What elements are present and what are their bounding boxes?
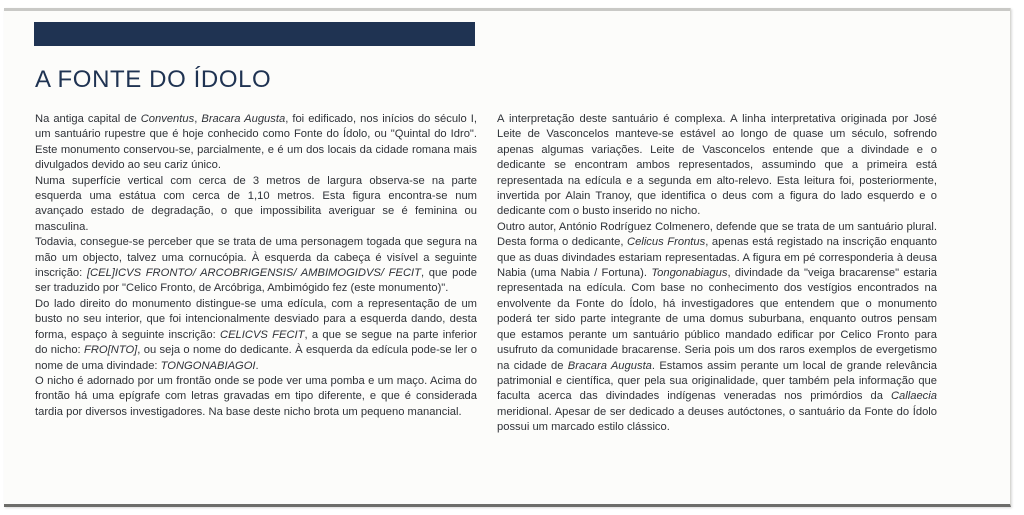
paragraph-text: , divindade da "veiga bracarense" estaria representada na edícula. Com base no conhecimento dos vestígios encontrados na envolvente da Fonte do Ídolo, há investigadores que entendem que o monumento poderá ter sido parte integrante de uma domus suburbana, enquanto outros pensam que estamos perante um santuário público mandado edificar por Celico Fronto para usufruto da comunidade bracarense. Seria pois um dos raros exemplos de evergetismo na cidade de (497, 267, 937, 372)
header-accent-bar (34, 22, 475, 46)
paragraph-text: Do lado direito do monumento distingue-se uma edícula, com a representação de um busto no seu interior, que foi intencionalmente desviado para a esquerda dando, desta forma, espaço à seguinte inscrição: (35, 297, 477, 341)
paragraph-text: Na antiga capital de (35, 113, 141, 125)
paragraph-text: meridional. Apesar de ser dedicado a deuses autóctones, o santuário da Fonte do Ídolo possui um marcado estilo clássico. (497, 405, 937, 434)
paragraph-text: , foi edificado, nos inícios do século I, um santuário rupestre que é hoje conhecido como Fonte do Ídolo, ou "Quintal do Idro". Este monumento conservou-se, parcialmente, e é um dos locais da cidade romana mais divulgados devido ao seu cariz único. (35, 113, 478, 172)
paragraph-text: . (255, 359, 259, 372)
paragraph-text: , a que se segue na parte inferior do nicho: (35, 328, 477, 357)
paragraph (35, 235, 477, 297)
paragraph-text: Todavia, consegue-se perceber que se trata de uma personagem togada que segura na mão um objecto, talvez uma cornucópia. À esquerda da cabeça é visível a seguinte inscrição: (35, 236, 477, 280)
paragraph-text: Outro autor, António Rodríguez Colmenero, defende que se trata de um santuário plural. Desta forma o dedicante, (497, 220, 937, 249)
right-text-column (497, 112, 937, 436)
paragraph-text: Numa superfície vertical com cerca de 3 metros de largura observa-se na parte esquerda uma estátua com cerca de 1,10 metros. Esta figura encontra-se num avançado estado de degradação, o que impossibilita averiguar se é feminina ou masculina. (35, 174, 477, 233)
paragraph-text: . Estamos assim perante um local de grande relevância patrimonial e científica, quer pela sua originalidade, quer também pela informação que faculta acerca das divindades indígenas veneradas nos primórdios da (497, 359, 937, 403)
paragraph (35, 174, 477, 236)
paragraph (497, 112, 937, 220)
paragraph (35, 374, 477, 420)
brochure-page (4, 8, 1011, 507)
paragraph (497, 220, 937, 436)
paragraph-text: , que pode ser traduzido por "Celico Fronto, de Arcóbriga, Ambimógido fez (este monumento)". (35, 267, 477, 295)
italic-term: Callaecia (890, 390, 937, 403)
italic-term: [CEL]ICVS FRONTO/ ARCOBRIGENSIS/ AMBIMOGIDVS/ FECIT (86, 267, 421, 280)
italic-term: Bracara Augusta (201, 113, 286, 125)
italic-term: Celicus Frontus (627, 236, 706, 249)
paragraph-text: A interpretação deste santuário é complexa. A linha interpretativa originada por José Leite de Vasconcelos manteve-se estável ao longo de quase um século, sofrendo apenas algumas variações. Leite de Vasconcelos entende que a divindade e o dedicante se encontram ambos representados, assumindo que a primeira está representada na edícula e a segunda em alto-relevo. Esta leitura foi, posteriormente, invertida por Alain Tranoy, que identifica o deus com a figura do lado esquerdo e o dedicante com o busto inserido no nicho. (497, 113, 937, 218)
italic-term: Conventus (140, 113, 195, 125)
italic-term: FRO[NTO] (84, 344, 138, 357)
italic-term: TONGONABIAGOI (160, 359, 256, 372)
paragraph (35, 112, 477, 174)
page-title: A FONTE DO ÍDOLO (35, 66, 272, 93)
italic-term: Bracara Augusta (567, 359, 652, 372)
italic-term: CELICVS FECIT (220, 328, 305, 341)
paragraph-text: , (194, 113, 202, 125)
paragraph (35, 297, 477, 374)
paragraph-text: , ou seja o nome do dedicante. À esquerda da edícula pode-se ler o nome de uma divindade: (35, 344, 477, 372)
paragraph-text: , apenas está registado na inscrição enquanto que as duas divindades estariam representadas. A figura em pé corresponderia à deusa Nabia (uma Nabia / Fortuna). (497, 236, 937, 280)
italic-term: Tongonabiagus (651, 267, 728, 280)
left-text-column (35, 112, 477, 420)
paragraph-text: O nicho é adornado por um frontão onde se pode ver uma pomba e um maço. Acima do frontão há uma epígrafe com letras gravadas em tipo diferente, e que é considerada tardia por diversos investigadores. Na base deste nicho brota um pequeno manancial. (35, 374, 477, 418)
